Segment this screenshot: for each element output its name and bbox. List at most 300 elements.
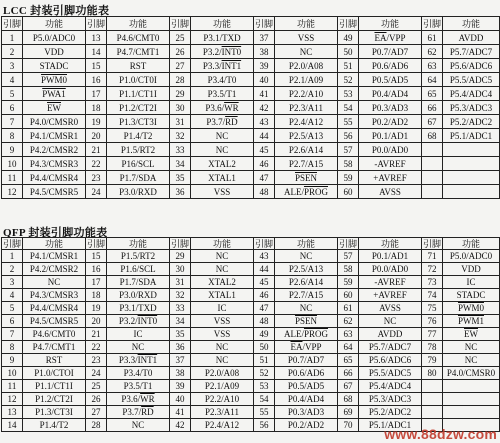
pin-function: P3.1/TXD [107,302,170,315]
pin-number: 50 [338,45,359,59]
header-function: 功能 [359,238,422,250]
pin-function: P2.1/A09 [191,380,254,393]
pin-number: 57 [338,143,359,157]
pin-function: P5.5/ADC5 [443,73,500,87]
pin-number: 4 [2,289,23,302]
pin-number: 3 [2,276,23,289]
pin-number: 2 [2,263,23,276]
pin-function: P3.4/T0 [191,73,254,87]
overline-signal: $\overline{WR}$ [140,394,155,404]
pin-number: 49 [338,31,359,45]
pin-function: P3.3/INT1 [107,354,170,367]
overline-signal: INT0 [221,46,242,57]
header-pin: 引脚 [170,238,189,249]
pin-number: 40 [170,393,191,406]
pin-number: 77 [422,328,443,341]
pin-number: 24 [86,367,107,380]
pin-number: 67 [338,380,359,393]
pin-function: P0.7/AD7 [359,45,422,59]
pin-number: 53 [254,380,275,393]
pin-number: 48 [254,185,275,199]
pin-function: P3.1/TXD [191,31,254,45]
pin-function [443,315,500,328]
pin-function [23,87,86,101]
pin-function: P1.5/RT2 [107,143,170,157]
pin-function: P3.4/T0 [107,367,170,380]
pin-number: 20 [86,129,107,143]
pin-number: 36 [170,185,191,199]
pin-function: P1.5/RT2 [107,250,170,263]
pin-number: 7 [2,115,23,129]
table-row [2,115,500,129]
pin-number: 5 [2,302,23,315]
pin-function: P0.0/AD0 [359,143,422,157]
pin-function [443,302,500,315]
pin-number: 59 [338,171,359,185]
header-function: 功能 [443,17,500,31]
pin-function: AVSS [359,185,422,199]
pin-function: -AVREF [359,157,422,171]
table-row [2,157,500,171]
pin-number [422,171,443,185]
pin-number: 53 [338,87,359,101]
pin-function: VDD [443,263,500,276]
pin-function: IC [107,328,170,341]
pin-function: P2.3/A11 [191,406,254,419]
pin-function: P5.3/ADC3 [359,393,422,406]
pin-function: NC [191,129,254,143]
pin-function: NC [275,250,338,263]
pin-number: 72 [422,263,443,276]
pin-number: 63 [338,328,359,341]
pin-function: NC [275,302,338,315]
pin-function: P3.2/INT0 [191,45,254,59]
pin-number: 33 [170,302,191,315]
pin-number: 46 [254,157,275,171]
pin-number: 25 [170,31,191,45]
pin-number: 34 [170,157,191,171]
pin-function: P5.1/ADC1 [443,129,500,143]
pin-number: 47 [254,171,275,185]
pin-number: 10 [2,367,23,380]
pin-function: $P3.6/\overline{WR}$ [107,393,170,406]
pin-number: 56 [338,129,359,143]
table-row [2,289,500,302]
pin-number: 46 [254,289,275,302]
pin-number: 51 [254,354,275,367]
pin-number: 17 [86,276,107,289]
pin-function: P5.2/ADC2 [359,406,422,419]
pin-number: 10 [2,157,23,171]
pin-function: P0.5/AD5 [359,73,422,87]
pin-number: 62 [338,315,359,328]
pin-function: P0.0/AD0 [359,263,422,276]
pin-function: STADC [443,289,500,302]
pin-number: 38 [254,45,275,59]
pin-number: 62 [422,45,443,59]
table-header-row [2,17,500,31]
header-pin: 引脚 [338,238,357,249]
pin-number: 63 [422,59,443,73]
pin-function: P5.7/ADC7 [443,45,500,59]
pin-function: P5.4/ADC4 [359,380,422,393]
overline-signal: PWM1 [457,316,484,326]
pin-number: 15 [86,59,107,73]
pin-function: P3.2/INT0 [107,315,170,328]
pin-number: 21 [86,328,107,341]
pin-number: 27 [86,406,107,419]
table-row [2,45,500,59]
table-row [2,129,500,143]
pin-function: P4.7/CMT1 [107,45,170,59]
header-function: 功能 [23,17,86,31]
pin-number: 31 [170,276,191,289]
pin-function: P1.7/SDA [107,276,170,289]
pin-function [443,406,500,419]
pin-number: 65 [422,87,443,101]
pin-number: 22 [86,341,107,354]
pin-number: 44 [254,263,275,276]
pin-function: P4.3/CMSR3 [23,157,86,171]
pin-function: P3.0/RXD [107,185,170,199]
pin-number: 32 [170,129,191,143]
pin-number: 26 [86,393,107,406]
pin-function: AVSS [359,302,422,315]
pin-number: 50 [254,341,275,354]
pin-function: NC [191,143,254,157]
pin-function: P4.3/CMSR3 [23,289,86,302]
pin-function [443,185,500,199]
pin-number: 32 [170,289,191,302]
pin-function: P2.7/A15 [275,157,338,171]
header-function: 功能 [107,17,170,31]
pin-function: NC [191,263,254,276]
pin-function: NC [191,341,254,354]
pin-number: 15 [86,250,107,263]
pin-function: P1.2/CT2I [107,101,170,115]
pin-number: 76 [422,315,443,328]
overline-signal: PWM0 [40,74,67,85]
pin-number: 28 [86,419,107,432]
table-row [2,59,500,73]
pin-number: 18 [86,289,107,302]
pin-number: 36 [170,341,191,354]
pin-function: NC [191,250,254,263]
pin-number: 56 [254,419,275,432]
pin-number: 25 [86,380,107,393]
pin-number: 54 [338,101,359,115]
pin-number: 8 [2,341,23,354]
overline-signal: PWA1 [42,88,66,99]
pin-function: P2.2/A10 [191,393,254,406]
pin-function: NC [359,315,422,328]
pin-number: 27 [170,59,191,73]
pin-number: 45 [254,276,275,289]
pin-number: 60 [338,185,359,199]
pin-function: VDD [23,45,86,59]
pin-function: NC [23,276,86,289]
pin-function: P5.0/ADC0 [443,250,500,263]
pin-function: P0.1/AD1 [359,250,422,263]
table-row [2,31,500,45]
pin-number: 43 [254,250,275,263]
pin-number: 55 [338,115,359,129]
pin-number: 39 [254,59,275,73]
pin-number: 11 [2,171,23,185]
pin-function: AVDD [443,31,500,45]
pin-number: 22 [86,157,107,171]
pin-function: P3.3/INT1 [191,59,254,73]
table-row [2,73,500,87]
overline-signal: $\overline{EA}$ [290,342,303,352]
pin-number: 13 [2,406,23,419]
table-row [2,276,500,289]
pin-function: IC [191,302,254,315]
pin-function: XTAL2 [191,276,254,289]
overline-signal: PSEN [294,316,317,326]
pin-function: VSS [191,185,254,199]
pin-function: P4.4/CMSR4 [23,302,86,315]
pin-number: 1 [2,31,23,45]
header-pin: 引脚 [338,18,357,29]
overline-signal: PWM0 [457,303,484,313]
pin-number: 64 [422,73,443,87]
table-row [2,185,500,199]
pin-number [422,406,443,419]
pin-function: $\overline{EA}$/VPP [275,341,338,354]
pin-function: P4.5/CMSR5 [23,315,86,328]
overline-signal: PROG [303,329,328,339]
pin-number: 60 [338,289,359,302]
pin-function: P1.2/CT2I [23,393,86,406]
pin-function [275,171,338,185]
header-pin: 引脚 [254,18,273,29]
overline-signal: $\overline{EW}$ [47,102,61,113]
pin-number [422,143,443,157]
pin-function [443,143,500,157]
pin-function: P2.6/A14 [275,276,338,289]
pin-number: 14 [2,419,23,432]
pin-function: P4.1/CMSR1 [23,250,86,263]
pin-number [422,380,443,393]
table-row [2,380,500,393]
pin-function: ALE/PROG [275,328,338,341]
pin-number: 75 [422,302,443,315]
pin-function: P4.4/CMSR4 [23,171,86,185]
pin-function: VSS [191,315,254,328]
pin-number: 73 [422,276,443,289]
pin-number: 42 [170,419,191,432]
overline-signal: $\overline{EA}$ [374,32,387,43]
site-watermark: www.88dzw.com [384,426,497,442]
pin-number [422,393,443,406]
pin-function: P1.3/CT3I [107,115,170,129]
pin-number: 23 [86,354,107,367]
pin-function: P0.4/AD4 [275,393,338,406]
pin-function: P5.5/ADC5 [359,367,422,380]
table-header-row [2,238,500,250]
pin-function: P1.4/T2 [23,419,86,432]
pin-number: 19 [86,115,107,129]
pin-function [443,328,500,341]
pin-function: P5.3/ADC3 [443,101,500,115]
header-function: 功能 [191,238,254,250]
header-pin: 引脚 [86,238,105,249]
pin-function [443,157,500,171]
pin-number: 41 [170,406,191,419]
pin-number: 35 [170,328,191,341]
pin-number: 9 [2,143,23,157]
pin-number: 40 [254,73,275,87]
table-row [2,171,500,185]
qfp-pin-table [1,237,500,432]
header-pin: 引脚 [254,238,273,249]
pin-number: 6 [2,315,23,328]
pin-function: P0.6/AD6 [275,367,338,380]
table-row [2,341,500,354]
pin-number: 13 [86,31,107,45]
pin-function: P4.2/CMSR2 [23,263,86,276]
pin-function: XTAL2 [191,157,254,171]
pin-function [275,315,338,328]
pin-number: 34 [170,315,191,328]
table-row [2,143,500,157]
pin-number: 20 [86,315,107,328]
pin-number: 61 [422,31,443,45]
pin-function: P5.1/ADC1 [359,419,422,432]
pin-number: 52 [338,73,359,87]
table-row [2,302,500,315]
pin-number: 16 [86,73,107,87]
pin-function: P4.1/CMSR1 [23,129,86,143]
pin-number: 24 [86,185,107,199]
pin-function: P5.6/ADC6 [443,59,500,73]
pin-function: $\overline{EA}$/VPP [359,31,422,45]
overline-signal: $\overline{RD}$ [141,407,154,417]
pin-function: P4.7/CMT1 [23,341,86,354]
pin-number: 1 [2,250,23,263]
pin-function: -AVREF [359,276,422,289]
pin-number: 47 [254,302,275,315]
pin-function: P0.2/AD2 [275,419,338,432]
pin-function: P4.0/CMSR0 [443,367,500,380]
pin-number: 6 [2,101,23,115]
table-row [2,406,500,419]
pin-number: 9 [2,354,23,367]
pin-function: P1.6/SCL [107,263,170,276]
overline-signal: $\overline{EW}$ [464,329,478,339]
pin-function: P5.6/ADC6 [359,354,422,367]
overline-signal: $\overline{WR}$ [224,102,239,113]
pin-number: 16 [86,263,107,276]
pin-number: 29 [170,87,191,101]
pin-function: P16/SCL [107,157,170,171]
pin-number: 58 [338,157,359,171]
pin-number: 4 [2,73,23,87]
pin-number: 66 [422,101,443,115]
pin-function: P0.2/AD2 [359,115,422,129]
pin-function: P3.5/T1 [107,380,170,393]
pin-function: P0.7/AD7 [275,354,338,367]
pin-function: P2.1/A09 [275,73,338,87]
pin-function: STADC [23,59,86,73]
pin-number: 28 [170,73,191,87]
pin-number: 2 [2,45,23,59]
pin-number: 29 [170,250,191,263]
pin-number: 33 [170,143,191,157]
pin-function: P3.5/T1 [191,87,254,101]
pin-function: VSS [191,328,254,341]
pin-function: NC [275,45,338,59]
pin-function: P2.0/A08 [275,59,338,73]
pin-function: XTAL1 [191,171,254,185]
pin-number: 57 [338,250,359,263]
pin-function: P2.5/A13 [275,129,338,143]
pin-number: 8 [2,129,23,143]
pin-number: 11 [2,380,23,393]
pin-function: P4.2/CMSR2 [23,143,86,157]
pin-function: $P3.6/\overline{WR}$ [191,101,254,115]
pin-function: VSS [275,31,338,45]
table-row [2,393,500,406]
pin-function: IC [443,276,500,289]
pin-number: 12 [2,185,23,199]
pin-function: P3.0/RXD [107,289,170,302]
lcc-pin-table [1,16,500,199]
pin-number: 44 [254,129,275,143]
pin-number: 61 [338,302,359,315]
pin-function: P1.1/CT1I [107,87,170,101]
pin-function: P2.0/A08 [191,367,254,380]
pin-function: RST [23,354,86,367]
pin-number: 58 [338,263,359,276]
pin-function: P0.5/AD5 [275,380,338,393]
table-row [2,354,500,367]
pin-function: P0.4/AD4 [359,87,422,101]
pin-number: 68 [338,393,359,406]
pin-number: 45 [254,143,275,157]
pin-number: 52 [254,367,275,380]
pin-number: 41 [254,87,275,101]
pin-number: 69 [338,406,359,419]
pin-number: 30 [170,101,191,115]
pin-function: P2.6/A14 [275,143,338,157]
pin-number: 19 [86,302,107,315]
header-function: 功能 [275,17,338,31]
pin-function: P0.3/AD3 [275,406,338,419]
pin-function: P2.4/A12 [191,419,254,432]
pin-function: P0.1/AD1 [359,129,422,143]
pin-function [443,393,500,406]
pin-function: P4.5/CMSR5 [23,185,86,199]
pin-number: 54 [254,393,275,406]
pin-number: 3 [2,59,23,73]
pin-number: 70 [338,419,359,432]
header-pin: 引脚 [170,18,189,29]
pin-function: P0.6/AD6 [359,59,422,73]
pin-number: 39 [170,380,191,393]
pin-number: 42 [254,101,275,115]
pin-function: NC [191,354,254,367]
pin-function: P4.6/CMT0 [23,328,86,341]
pin-number: 66 [338,367,359,380]
pin-number: 12 [2,393,23,406]
pin-function: XTAL1 [191,289,254,302]
pin-number: 7 [2,328,23,341]
pin-number: 35 [170,171,191,185]
pin-number: 14 [86,45,107,59]
lcc-table-title: LCC 封装引脚功能表 [3,5,110,17]
